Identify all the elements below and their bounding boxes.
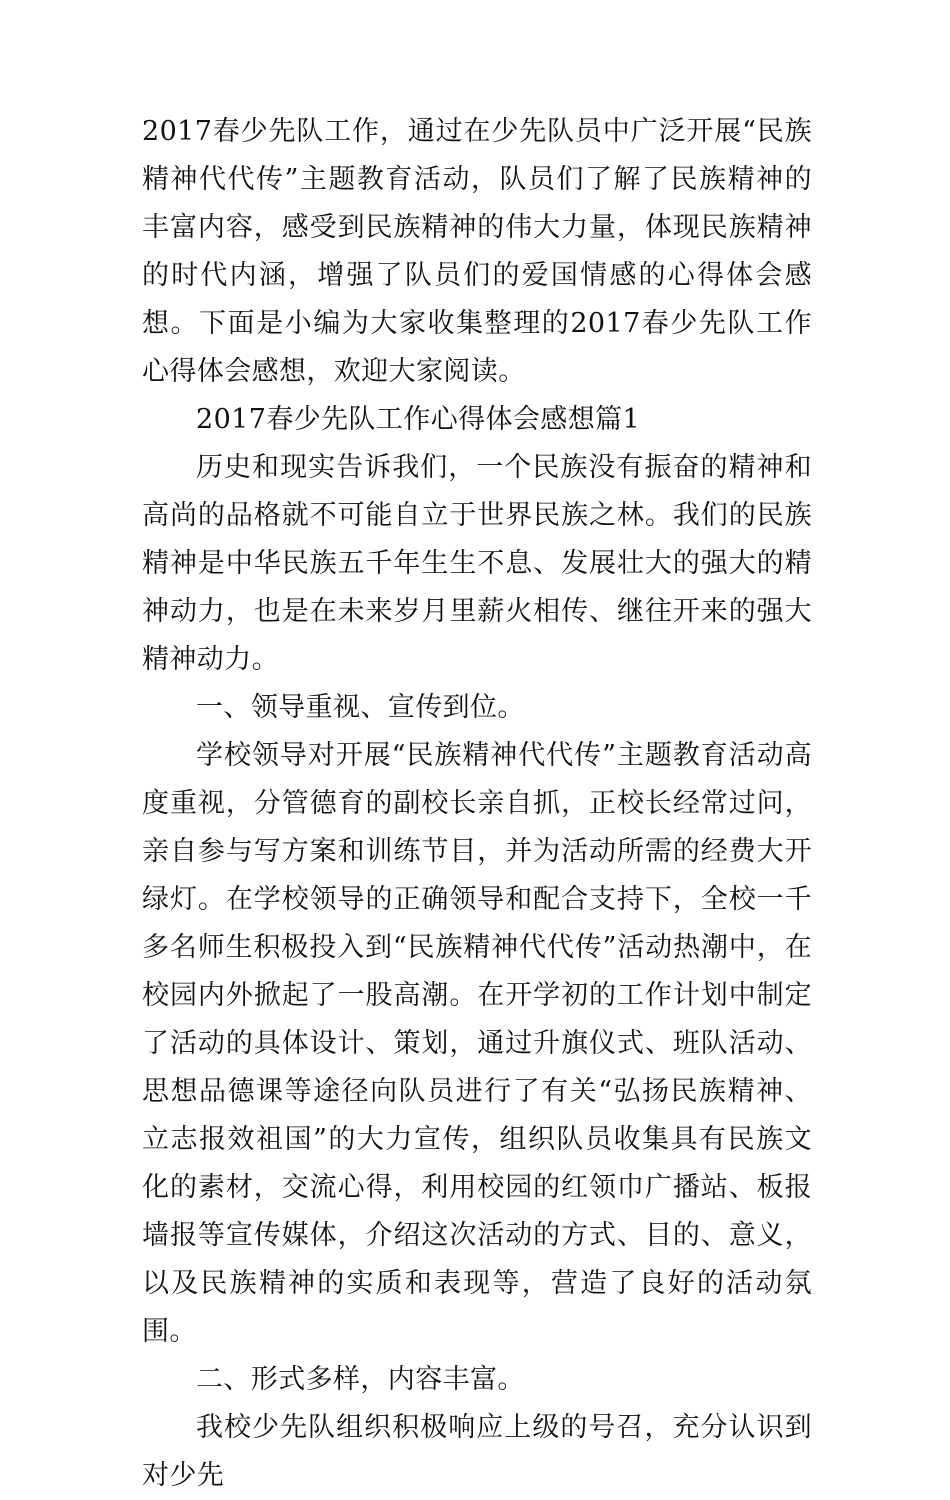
body-paragraph: 我校少先队组织积极响应上级的号召，充分认识到对少先 — [142, 1412, 812, 1491]
document-body — [142, 108, 812, 1500]
intro-paragraph: 2017春少先队工作，通过在少先队员中广泛开展“民族精神代代传”主题教育活动，队员们了解了民族精神的丰富内容，感受到民族精神的伟大力量，体现民族精神的时代内涵，增强了队员们的爱国情感的心得体会感想。下面是小编为大家收集整理的2017春少先队工作心得体会感想，欢迎大家阅读。 — [142, 116, 812, 387]
body-paragraph: 学校领导对开展“民族精神代代传”主题教育活动高度重视，分管德育的副校长亲自抓，正校长经常过问，亲自参与写方案和训练节目，并为活动所需的经费大开绿灯。在学校领导的正确领导和配合支持下，全校一千多名师生积极投入到“民族精神代代传”活动热潮中，在校园内外掀起了一股高潮。在开学初的工作计划中制定了活动的具体设计、策划，通过升旗仪式、班队活动、思想品德课等途径向队员进行了有关“弘扬民族精神、立志报效祖国”的大力宣传，组织队员收集具有民族文化的素材，交流心得，利用校园的红领巾广播站、板报墙报等宣传媒体，介绍这次活动的方式、目的、意义，以及民族精神的实质和表现等，营造了良好的活动氛围。 — [142, 740, 812, 1347]
body-paragraph: 历史和现实告诉我们，一个民族没有振奋的精神和高尚的品格就不可能自立于世界民族之林。我们的民族精神是中华民族五千年生生不息、发展壮大的强大的精神动力，也是在未来岁月里薪火相传、继往开来的强大精神动力。 — [142, 452, 812, 675]
section-title: 2017春少先队工作心得体会感想篇1 — [196, 404, 641, 435]
subheading: 一、领导重视、宣传到位。 — [196, 692, 525, 723]
subheading: 二、形式多样，内容丰富。 — [196, 1364, 525, 1395]
